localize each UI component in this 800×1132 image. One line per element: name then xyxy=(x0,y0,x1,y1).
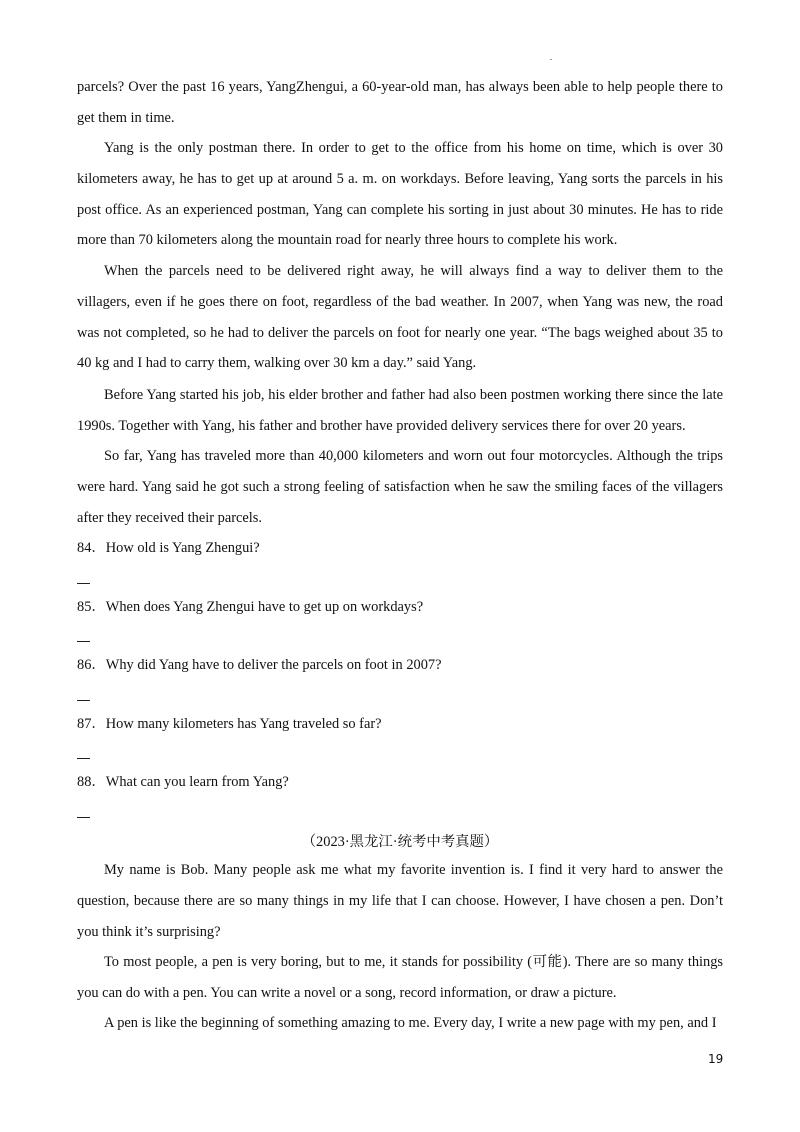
answer-blank-88[interactable] xyxy=(77,817,90,818)
question-86: 86．Why did Yang have to deliver the parcels on foot in 2007? xyxy=(77,657,442,673)
answer-blank-86[interactable] xyxy=(77,700,90,701)
answer-blank-84[interactable] xyxy=(77,583,90,584)
question-88: 88．What can you learn from Yang? xyxy=(77,774,289,790)
answer-blank-87[interactable] xyxy=(77,758,90,759)
passage1-paragraph-2: Yang is the only postman there. In order to get to the office from his home on time, which is over 30 kilometers away, he has to get up at around 5 a. m. on workdays. Before leaving, Yang sorts the parcels in his post office. As an experienced postman, Yang can complete his sorting in just about 30 minutes. He has to ride more than 70 kilometers along the mountain road for nearly three hours to complete his work. xyxy=(77,140,723,249)
passage2-paragraph-2: To most people, a pen is very boring, but to me, it stands for possibility (可能). There are so many things you can do with a pen. You can write a novel or a song, record information, or draw a picture. xyxy=(77,954,723,1001)
passage1-paragraph-1: parcels? Over the past 16 years, YangZhengui, a 60-year-old man, has always been able to help people there to get them in time. xyxy=(77,79,723,126)
passage1-paragraph-3: When the parcels need to be delivered right away, he will always find a way to deliver them to the villagers, even if he goes there on foot, regardless of the bad weather. In 2007, when Yang was new, the road was not completed, so he had to deliver the parcels on foot for nearly one year. “The bags weighed about 35 to 40 kg and I had to carry them, walking over 30 km a day.” said Yang. xyxy=(77,263,723,372)
scan-speck xyxy=(550,59,552,60)
question-87: 87．How many kilometers has Yang traveled so far? xyxy=(77,716,382,732)
answer-blank-85[interactable] xyxy=(77,641,90,642)
question-84: 84．How old is Yang Zhengui? xyxy=(77,540,260,556)
question-85: 85．When does Yang Zhengui have to get up on workdays? xyxy=(77,599,424,615)
passage2-paragraph-1: My name is Bob. Many people ask me what my favorite invention is. I find it very hard to answer the question, because there are so many things in my life that I can choose. However, I have chosen a pen. Don’t you think it’s surprising? xyxy=(77,862,723,940)
source-label: （2023·黑龙江·统考中考真题） xyxy=(301,834,499,850)
passage1-paragraph-4: Before Yang started his job, his elder brother and father had also been postmen working there since the late 1990s. Together with Yang, his father and brother have provided delivery services there for over 20 years. xyxy=(77,387,723,434)
passage2-paragraph-3: A pen is like the beginning of something amazing to me. Every day, I write a new page with my pen, and I xyxy=(104,1015,717,1031)
passage1-paragraph-5: So far, Yang has traveled more than 40,000 kilometers and worn out four motorcycles. Although the trips were hard. Yang said he got such a strong feeling of satisfaction when he saw the smiling faces of the villagers after they received their parcels. xyxy=(77,448,723,526)
page-number: 19 xyxy=(708,1052,724,1066)
